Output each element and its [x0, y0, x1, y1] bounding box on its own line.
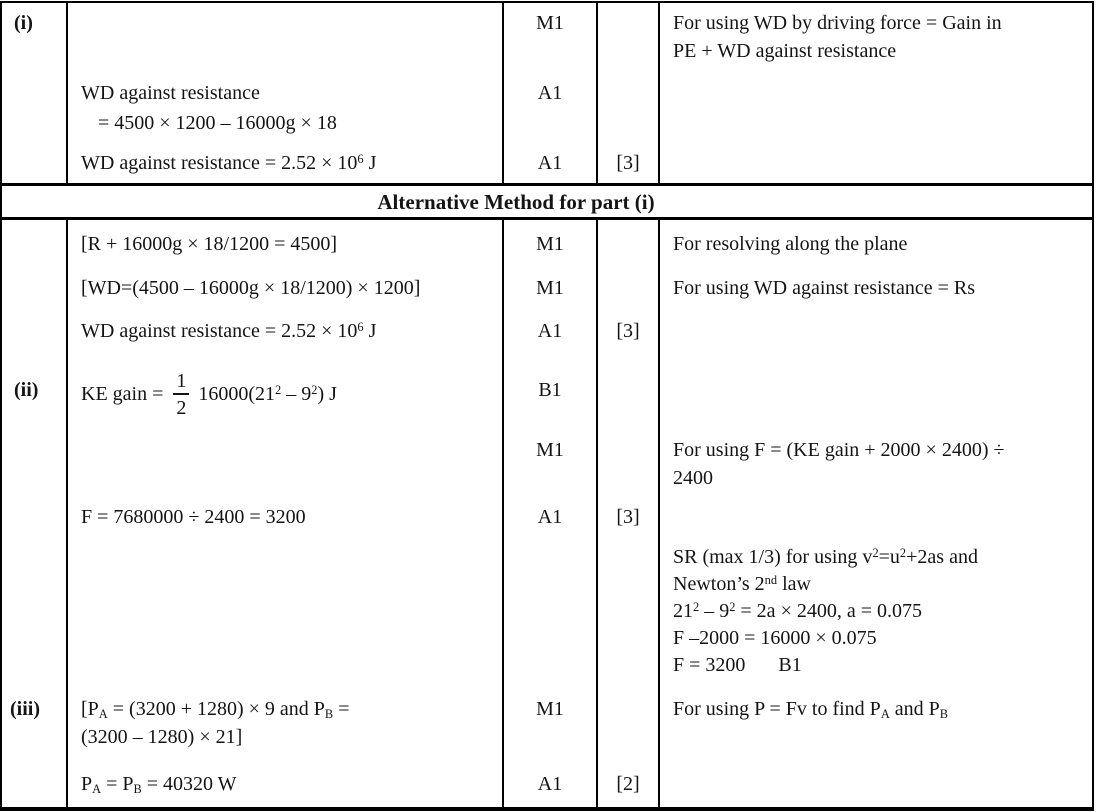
sr-result: F = 3200: [673, 654, 746, 676]
comment-line: 2400: [673, 467, 713, 489]
part-iii-label: (iii): [10, 698, 40, 720]
work-line: WD against resistance: [81, 82, 260, 104]
mark-scheme-table: [0, 1, 1094, 811]
mark-code: A1: [537, 82, 563, 104]
marks-column: [504, 220, 598, 807]
part-i-label: (i): [14, 12, 33, 34]
comment-line: For using F = (KE gain + 2000 × 2400) ÷: [673, 439, 1005, 461]
work-line: [R + 16000g × 18/1200 = 4500]: [81, 233, 338, 255]
special-ruling-block: [673, 544, 978, 679]
mark-code: M1: [536, 277, 564, 299]
fraction-denominator: 2: [176, 396, 187, 419]
sr-line: SR (max 1/3) for using $v^2=u^2+2as$ and: [673, 545, 978, 568]
work-line: = 4500 × 1200 – 16000g × 18: [98, 112, 337, 134]
fraction-numerator: 1: [173, 370, 189, 395]
mark-code: B1: [538, 379, 562, 401]
total-column: [598, 220, 660, 807]
lower-sections-row: [2, 220, 1092, 807]
total-column: [598, 3, 660, 183]
work-line: [WD=(4500 – 16000g × 18/1200) × 1200]: [81, 277, 421, 299]
total-marks: [3]: [616, 320, 640, 342]
work-line: WD against resistance = $2.52 \times 10^6$ J: [81, 151, 377, 174]
one-half-fraction: [173, 370, 189, 419]
alternative-method-banner: [2, 186, 1092, 220]
mark-code: A1: [537, 773, 563, 795]
ke-equation-suffix: $16000(21^2 - 9^2)$ J: [198, 382, 337, 405]
sr-line: Newton’s 2nd law: [673, 572, 811, 595]
mark-code: A1: [537, 152, 563, 174]
part-label-column: [2, 220, 68, 807]
mark-code: M1: [536, 698, 564, 720]
mark-code: M1: [536, 12, 564, 34]
comment-line: For using WD against resistance = Rs: [673, 277, 975, 299]
ke-gain-equation: [81, 362, 337, 426]
work-line: (3200 – 1280) × 21]: [81, 726, 243, 748]
work-line: F = 7680000 ÷ 2400 = 3200: [81, 506, 306, 528]
sr-line: $21^2 - 9^2 = 2a \times 2400$, a = 0.075: [673, 599, 922, 622]
section-part-i-row: [2, 3, 1092, 186]
sr-mark-code: B1: [778, 654, 802, 676]
mark-code: A1: [537, 506, 563, 528]
total-marks: [3]: [616, 152, 640, 174]
part-label-column: [2, 3, 68, 183]
working-column: [68, 3, 504, 183]
work-line: [$P_A = (3200 + 1280) \times 9$ and $P_B$ =: [81, 698, 350, 722]
sr-line: F –2000 = 16000 × 0.075: [673, 627, 877, 649]
comment-line: PE + WD against resistance: [673, 40, 897, 62]
mark-code: M1: [536, 439, 564, 461]
comment-line: For using P = Fv to find $P_A$ and $P_B$: [673, 698, 949, 722]
mark-code: A1: [537, 320, 563, 342]
mark-code: M1: [536, 233, 564, 255]
sr-line: [673, 652, 978, 679]
ke-equation-prefix: KE gain =: [81, 383, 164, 405]
total-marks: [2]: [616, 773, 640, 795]
work-line: $P_A = P_B = 40320$ W: [81, 773, 237, 797]
total-marks: [3]: [616, 506, 640, 528]
comments-column: [660, 220, 1092, 807]
banner-title: Alternative Method for part (i): [377, 189, 655, 214]
part-ii-label: (ii): [14, 379, 39, 401]
work-line: WD against resistance = $2.52 \times 10^6$ J: [81, 319, 377, 342]
marks-column: [504, 3, 598, 183]
comment-line: For resolving along the plane: [673, 233, 908, 255]
working-column: [68, 220, 504, 807]
comments-column: [660, 3, 1092, 183]
comment-line: For using WD by driving force = Gain in: [673, 12, 1002, 34]
